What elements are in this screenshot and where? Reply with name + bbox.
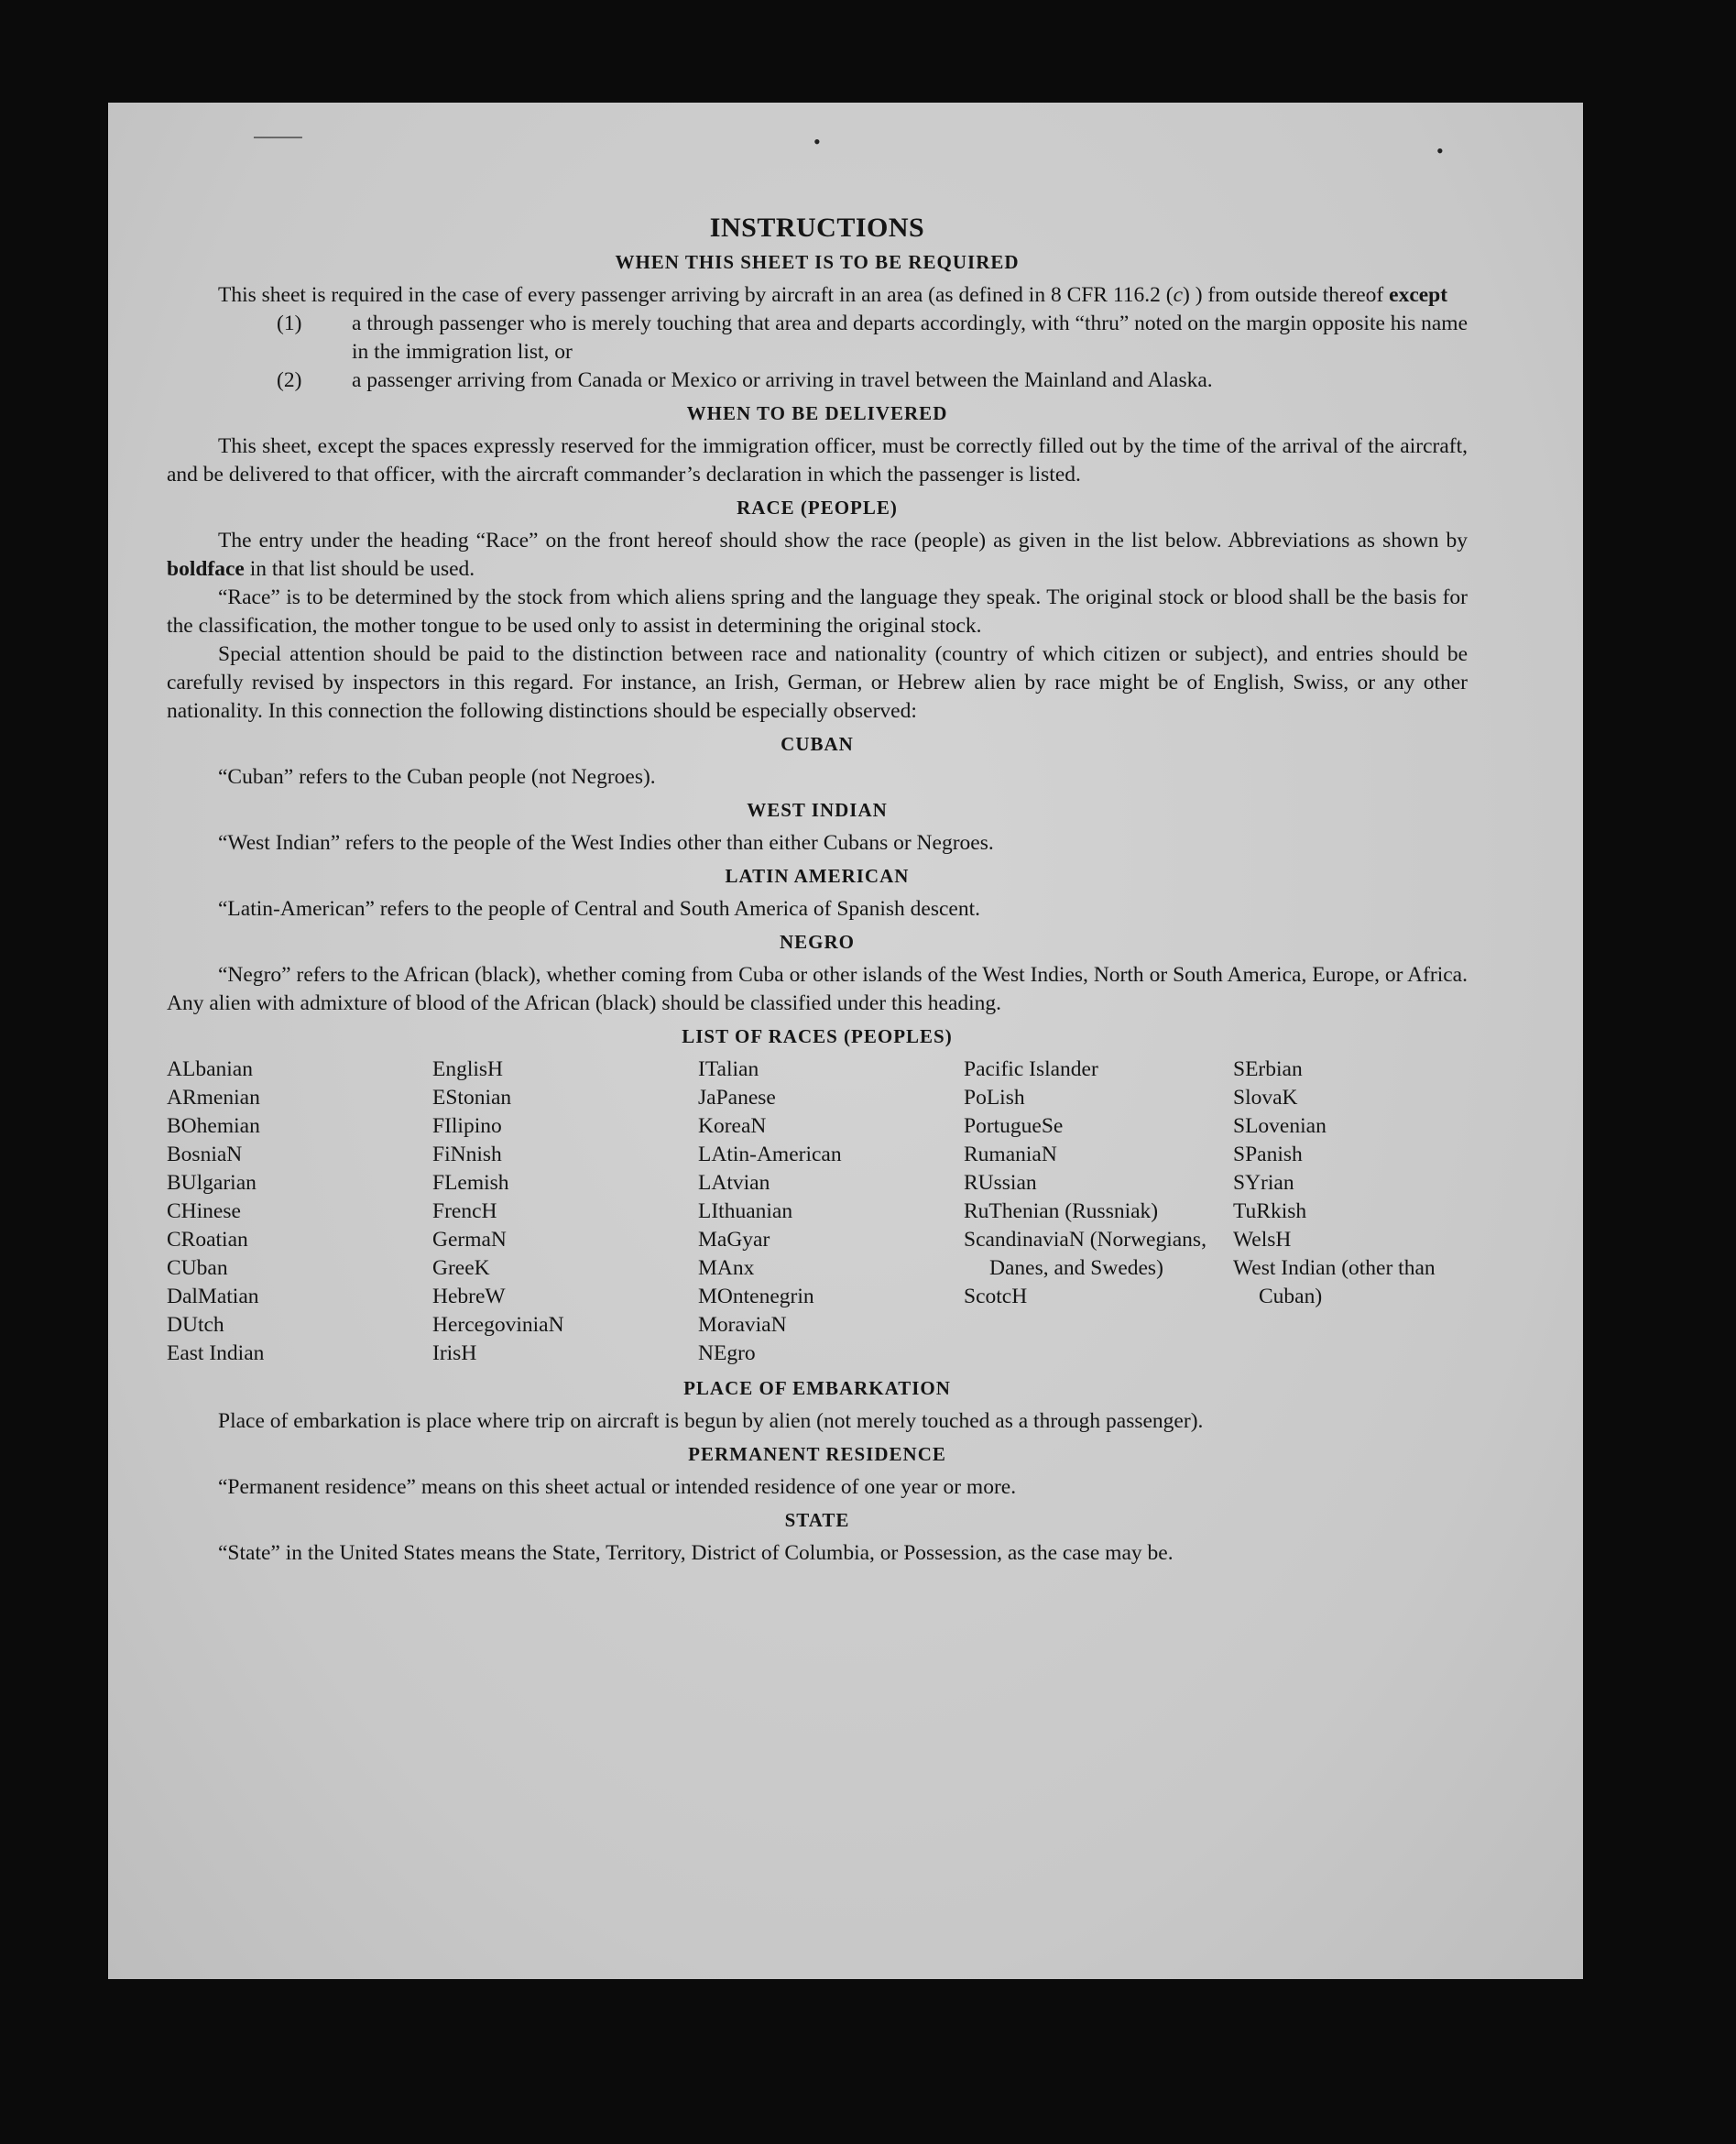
race-entry: SLovenian bbox=[1233, 1114, 1327, 1138]
latin-american-text: “Latin-American” refers to the people of Central and South America of Spanish descent. bbox=[218, 897, 981, 921]
heading-delivered: WHEN TO BE DELIVERED bbox=[686, 402, 948, 424]
instructions-content bbox=[167, 213, 1468, 1568]
race-entry: BosniaN bbox=[167, 1143, 243, 1166]
race-paragraph-3: Special attention should be paid to the distinction between race and nationality (country of which citizen or subject), and entries should be carefully revised by inspectors in this regard. For instance, an Irish, German, or Hebrew alien by race might be of English, Swiss, or any other nationality. In this connection the following distinctions should be especially observed: bbox=[167, 642, 1468, 723]
race-entry: IrisH bbox=[432, 1341, 477, 1365]
race-entry: DalMatian bbox=[167, 1285, 259, 1308]
race-entry: GreeK bbox=[432, 1256, 490, 1280]
race-entry: ScotcH bbox=[964, 1285, 1028, 1308]
page-title: INSTRUCTIONS bbox=[709, 213, 925, 243]
race-entry: ITalian bbox=[698, 1057, 759, 1081]
races-column-4 bbox=[964, 1056, 1233, 1368]
race-entry: FIlipino bbox=[432, 1114, 502, 1138]
cuban-text: “Cuban” refers to the Cuban people (not Negroes). bbox=[218, 765, 656, 789]
race-entry: EStonian bbox=[432, 1086, 512, 1110]
race-entry: West Indian (other than Cuban) bbox=[1233, 1256, 1436, 1308]
race-entry: GermaN bbox=[432, 1228, 507, 1252]
race-entry: FiNnish bbox=[432, 1143, 502, 1166]
race-entry: East Indian bbox=[167, 1341, 265, 1365]
races-column-5 bbox=[1233, 1056, 1468, 1368]
heading-required: WHEN THIS SHEET IS TO BE REQUIRED bbox=[615, 251, 1020, 273]
race-entry: LIthuanian bbox=[698, 1199, 793, 1223]
race-entry: SPanish bbox=[1233, 1143, 1303, 1166]
races-column-2 bbox=[432, 1056, 698, 1368]
race-paragraph-2: “Race” is to be determined by the stock from which aliens spring and the language they speak. The original stock or blood shall be the basis for the classification, the mother tongue to be used only to assist in determining the original stock. bbox=[167, 585, 1468, 638]
race-entry: LAtvian bbox=[698, 1171, 770, 1195]
heading-residence: PERMANENT RESIDENCE bbox=[688, 1443, 946, 1465]
race-entry: RuThenian (Russniak) bbox=[964, 1199, 1159, 1223]
race-entry: MaGyar bbox=[698, 1228, 770, 1252]
race-entry: JaPanese bbox=[698, 1086, 776, 1110]
scan-mark: • bbox=[1436, 139, 1444, 162]
required-item-1: (1) a through passenger who is merely touching that area and departs accordingly, with “thru” noted on the margin opposite his name in the immigration list, or bbox=[277, 312, 1468, 364]
race-entry: Pacific Islander bbox=[964, 1057, 1098, 1081]
delivered-text: This sheet, except the spaces expressly reserved for the immigration officer, must be correctly filled out by the time of the arrival of the aircraft, and be delivered to that officer, with the aircraft commander’s declaration in which the passenger is listed. bbox=[167, 434, 1468, 487]
negro-text: “Negro” refers to the African (black), whether coming from Cuba or other islands of the West Indies, North or South America, Europe, or Africa. Any alien with admixture of blood of the African (black) should be classified under this heading. bbox=[167, 963, 1468, 1015]
race-entry: EnglisH bbox=[432, 1057, 504, 1081]
race-entry: RUssian bbox=[964, 1171, 1037, 1195]
heading-list-of-races: LIST OF RACES (PEOPLES) bbox=[682, 1025, 953, 1047]
race-entry: WelsH bbox=[1233, 1228, 1292, 1252]
race-entry: CRoatian bbox=[167, 1228, 248, 1252]
race-entry: MOntenegrin bbox=[698, 1285, 814, 1308]
heading-state: STATE bbox=[784, 1509, 850, 1531]
required-intro: This sheet is required in the case of every passenger arriving by aircraft in an area (as defined in 8 CFR 116.2 (c) ) from outside thereof except bbox=[218, 283, 1448, 307]
race-entry: NEgro bbox=[698, 1341, 756, 1365]
race-entry: CUban bbox=[167, 1256, 228, 1280]
race-entry: SErbian bbox=[1233, 1057, 1303, 1081]
required-item-2: (2) a passenger arriving from Canada or Mexico or arriving in travel between the Mainland and Alaska. bbox=[277, 368, 1213, 392]
race-entry: RumaniaN bbox=[964, 1143, 1057, 1166]
heading-latin-american: LATIN AMERICAN bbox=[725, 865, 910, 887]
races-column-1 bbox=[167, 1056, 432, 1368]
race-entry: MAnx bbox=[698, 1256, 755, 1280]
race-entry: FLemish bbox=[432, 1171, 509, 1195]
race-entry: FrencH bbox=[432, 1199, 497, 1223]
west-indian-text: “West Indian” refers to the people of the West Indies other than either Cubans or Negroes. bbox=[218, 831, 994, 855]
heading-embarkation: PLACE OF EMBARKATION bbox=[683, 1377, 951, 1399]
race-entry: DUtch bbox=[167, 1313, 224, 1337]
race-entry: BOhemian bbox=[167, 1114, 260, 1138]
race-entry: PortugueSe bbox=[964, 1114, 1064, 1138]
scan-mark: • bbox=[813, 130, 821, 153]
race-entry: CHinese bbox=[167, 1199, 241, 1223]
heading-west-indian: WEST INDIAN bbox=[747, 799, 888, 821]
race-entry: KoreaN bbox=[698, 1114, 767, 1138]
races-column-3 bbox=[698, 1056, 964, 1368]
state-text: “State” in the United States means the State, Territory, District of Columbia, or Possession, as the case may be. bbox=[218, 1541, 1174, 1565]
race-entry: ARmenian bbox=[167, 1086, 260, 1110]
race-entry: HebreW bbox=[432, 1285, 506, 1308]
race-entry: HercegoviniaN bbox=[432, 1313, 564, 1337]
heading-negro: NEGRO bbox=[779, 931, 855, 953]
race-entry: BUlgarian bbox=[167, 1171, 257, 1195]
document-sheet bbox=[108, 103, 1583, 1979]
embarkation-text: Place of embarkation is place where trip on aircraft is begun by alien (not merely touched as a through passenger). bbox=[218, 1409, 1204, 1433]
race-entry: ScandinaviaN (Norwegians, Danes, and Swedes) bbox=[964, 1228, 1206, 1280]
race-entry: SlovaK bbox=[1233, 1086, 1298, 1110]
race-entry: LAtin-American bbox=[698, 1143, 842, 1166]
race-entry: ALbanian bbox=[167, 1057, 253, 1081]
race-paragraph-1: The entry under the heading “Race” on the front hereof should show the race (people) as given in the list below. Abbreviations as shown by boldface in that list should be used. bbox=[167, 529, 1468, 581]
race-entry: TuRkish bbox=[1233, 1199, 1307, 1223]
race-entry: MoraviaN bbox=[698, 1313, 787, 1337]
heading-race: RACE (PEOPLE) bbox=[737, 497, 898, 519]
races-list bbox=[167, 1056, 1468, 1368]
race-entry: PoLish bbox=[964, 1086, 1025, 1110]
heading-cuban: CUBAN bbox=[781, 733, 854, 755]
race-entry: SYrian bbox=[1233, 1171, 1294, 1195]
residence-text: “Permanent residence” means on this sheet actual or intended residence of one year or more. bbox=[218, 1475, 1017, 1499]
scan-mark: ⸻ bbox=[253, 125, 303, 148]
